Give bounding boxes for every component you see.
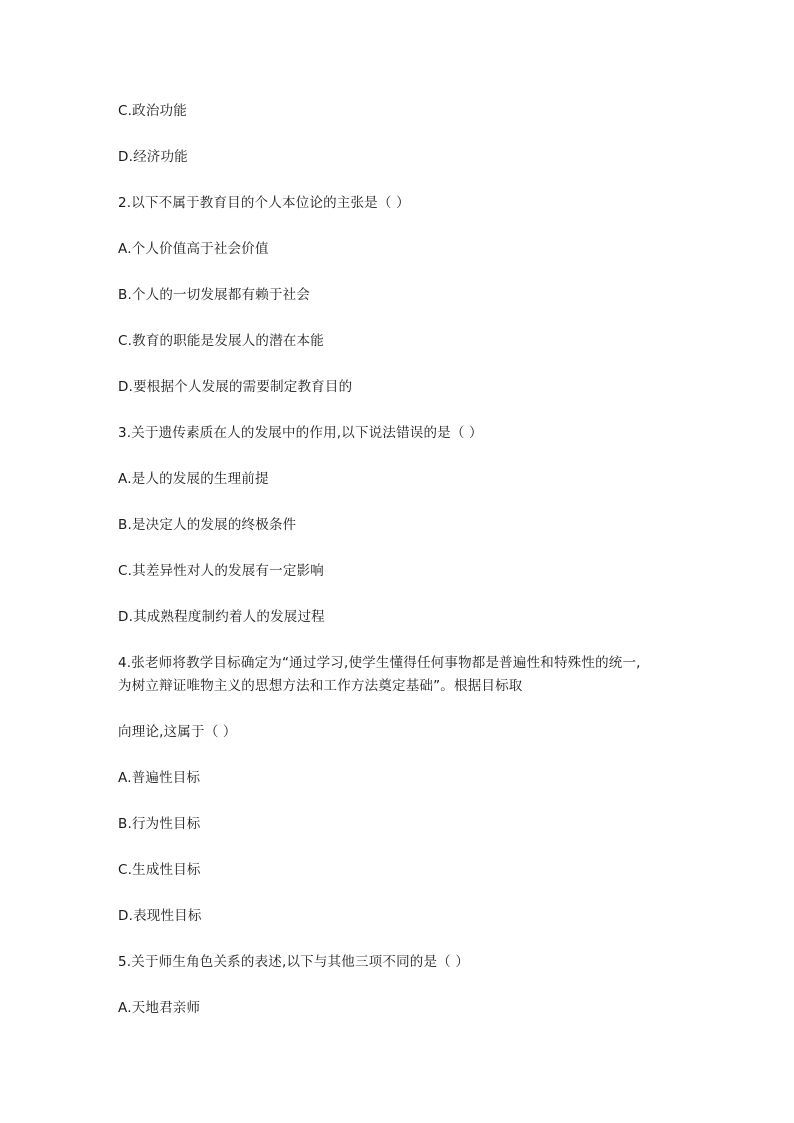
option-c-q2: C.教育的职能是发展人的潜在本能 bbox=[118, 333, 324, 349]
option-a-q5: A.天地君亲师 bbox=[118, 1000, 201, 1016]
option-d-q1: D.经济功能 bbox=[118, 149, 188, 165]
option-d-q3: D.其成熟程度制约着人的发展过程 bbox=[118, 609, 325, 625]
question-4-line-1: 4.张老师将教学目标确定为“通过学习,使学生懂得任何事物都是普遍性和特殊性的统一, bbox=[118, 655, 641, 671]
option-a-q3: A.是人的发展的生理前提 bbox=[118, 471, 269, 487]
question-4-line-2: 为树立辩证唯物主义的思想方法和工作方法奠定基础”。根据目标取 bbox=[118, 678, 523, 694]
option-c-q4: C.生成性目标 bbox=[118, 862, 201, 878]
option-c-q1: C.政治功能 bbox=[118, 103, 187, 119]
option-a-q2: A.个人价值高于社会价值 bbox=[118, 241, 269, 257]
option-c-q3: C.其差异性对人的发展有一定影响 bbox=[118, 563, 324, 579]
question-5: 5.关于师生角色关系的表述,以下与其他三项不同的是（ ） bbox=[118, 954, 470, 970]
question-2: 2.以下不属于教育目的个人本位论的主张是（ ） bbox=[118, 195, 410, 211]
option-b-q4: B.行为性目标 bbox=[118, 816, 201, 832]
option-b-q3: B.是决定人的发展的终极条件 bbox=[118, 517, 297, 533]
option-a-q4: A.普遍性目标 bbox=[118, 770, 201, 786]
question-4-line-3: 向理论,这属于（ ） bbox=[118, 724, 237, 740]
question-3: 3.关于遗传素质在人的发展中的作用,以下说法错误的是（ ） bbox=[118, 425, 483, 441]
option-d-q2: D.要根据个人发展的需要制定教育目的 bbox=[118, 379, 353, 395]
option-b-q2: B.个人的一切发展都有赖于社会 bbox=[118, 287, 311, 303]
option-d-q4: D.表现性目标 bbox=[118, 908, 202, 924]
